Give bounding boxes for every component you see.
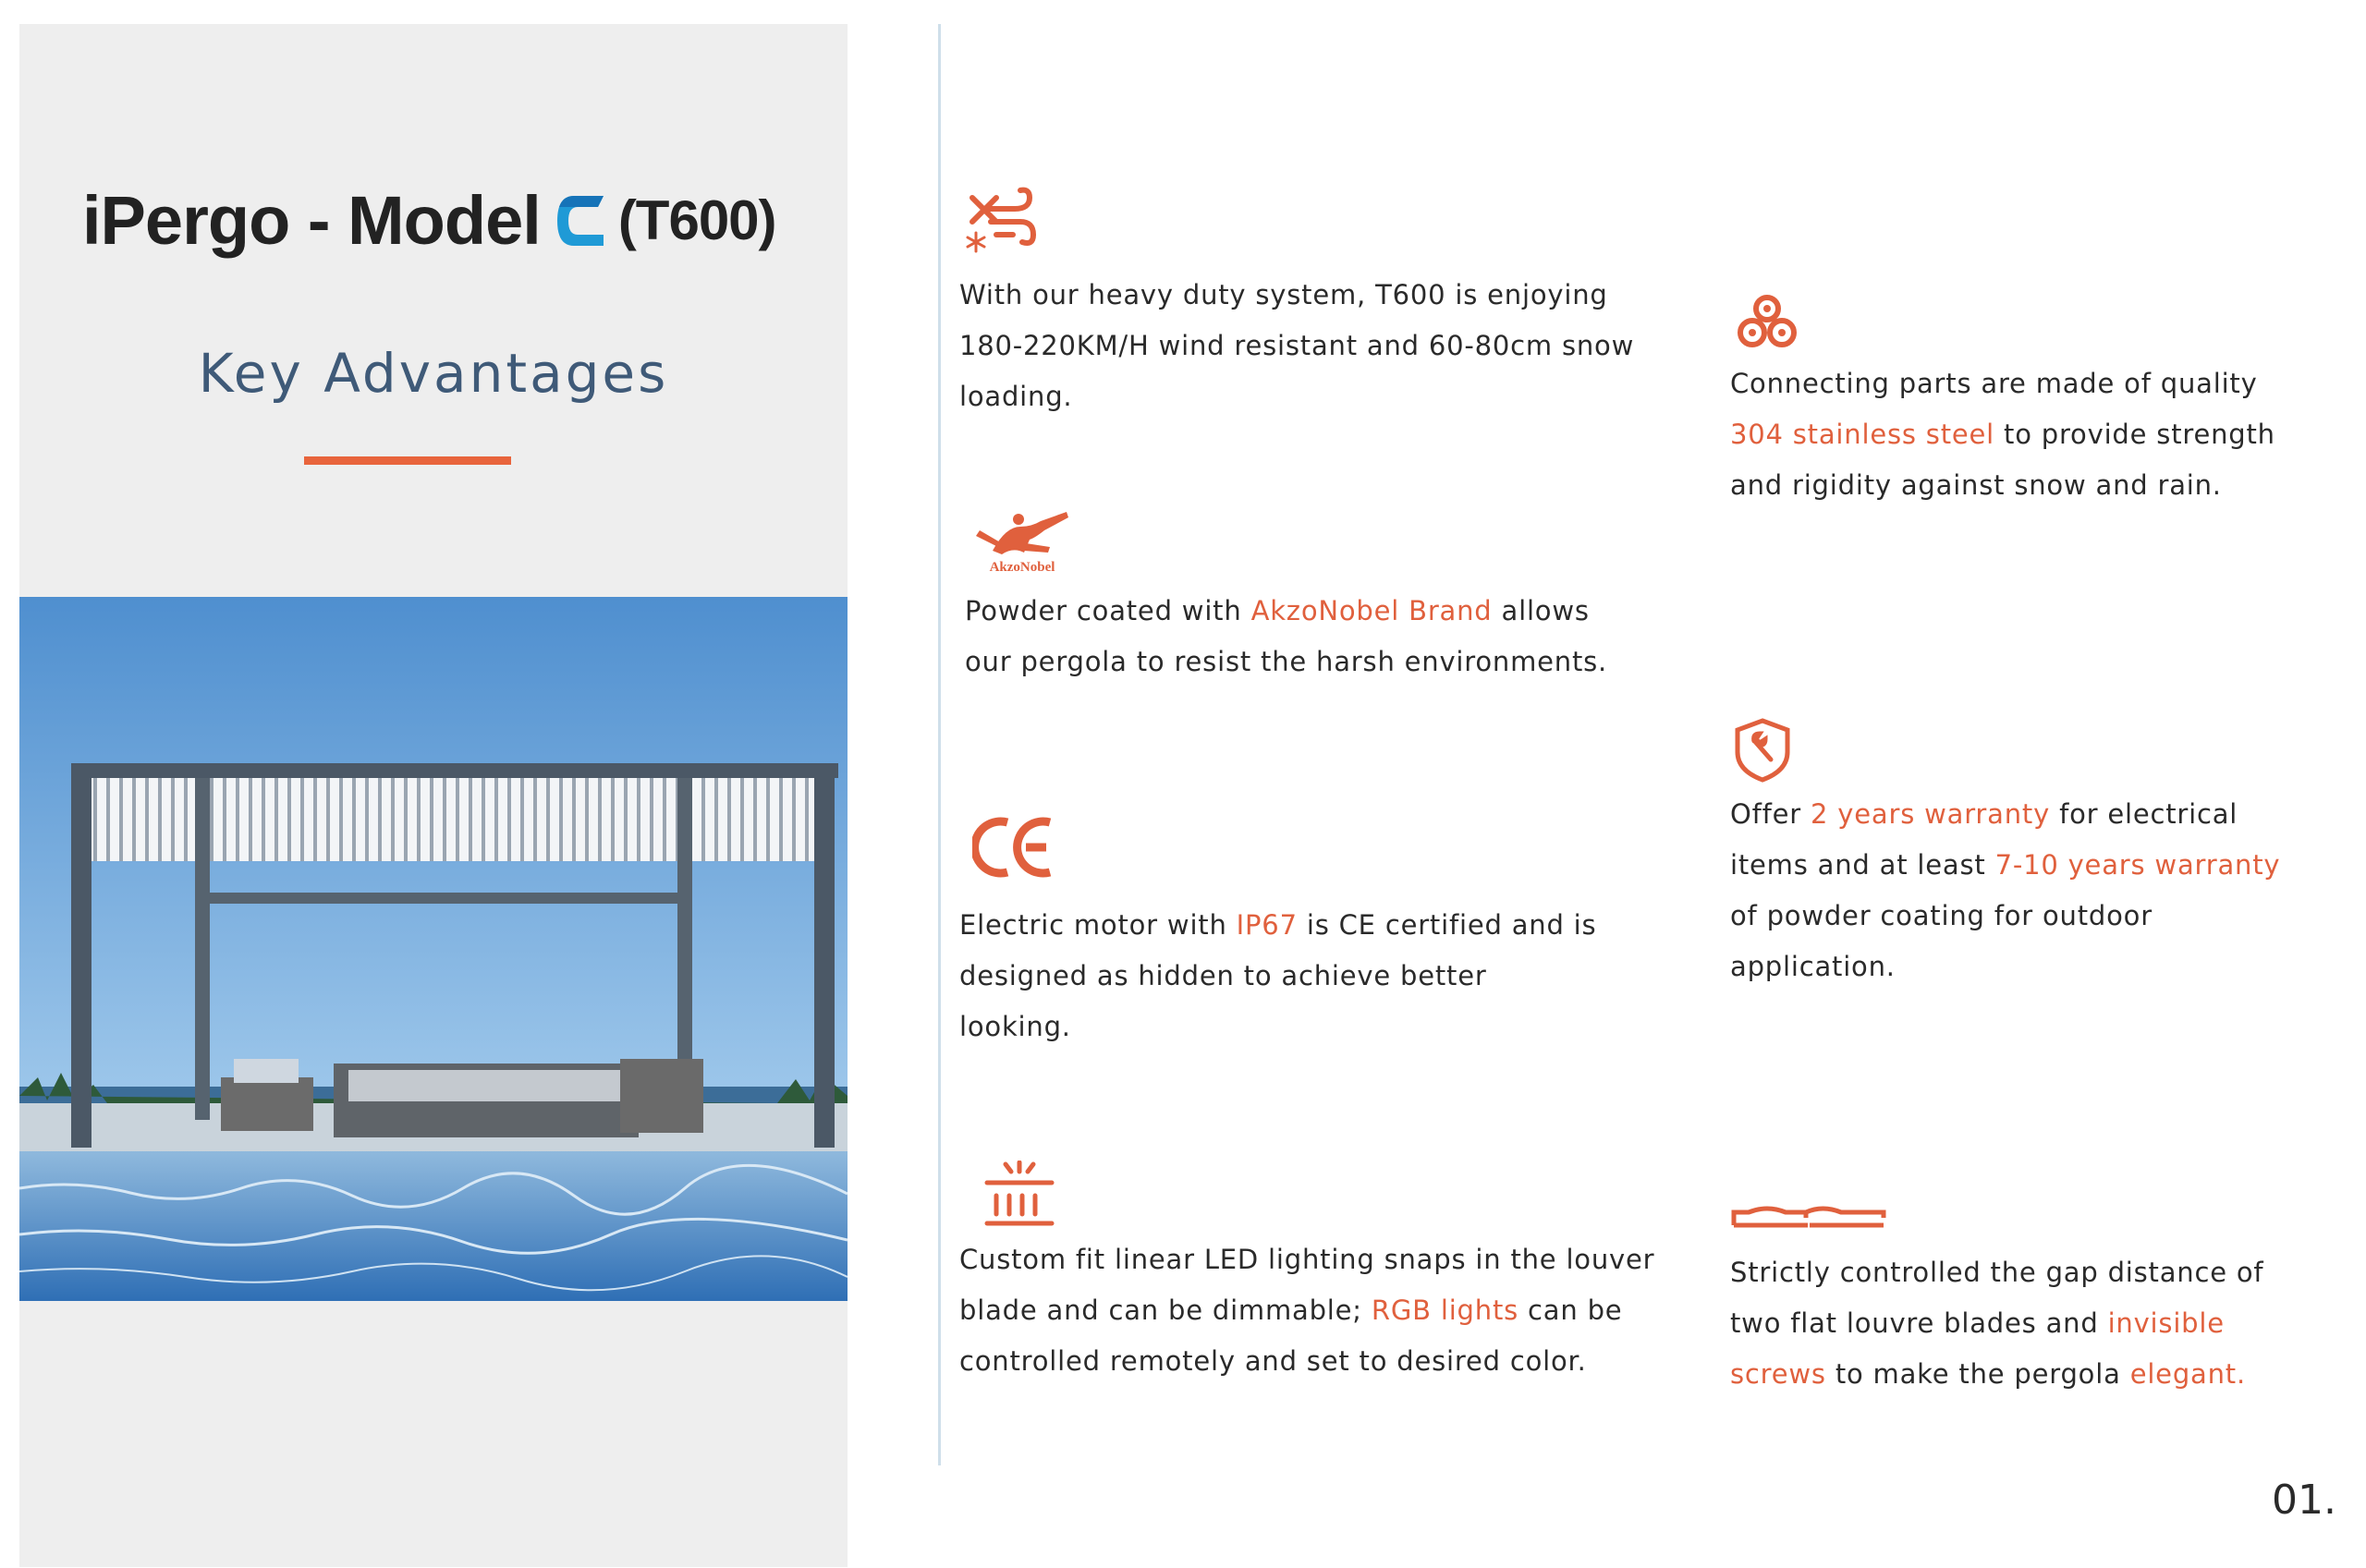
lighting-text-line1: Custom fit linear LED lighting snaps in the louver xyxy=(959,1244,1655,1275)
steel-text-line2-rest: to provide strength xyxy=(1994,419,2275,450)
blades-highlight-3: elegant. xyxy=(2129,1358,2246,1390)
warranty-text-line2 xyxy=(1730,840,2280,891)
wind-text-line2: 180-220KM/H wind resistant and 60-80cm snow xyxy=(959,330,1635,361)
ce-mark-icon xyxy=(972,815,1055,880)
feature-led-lighting xyxy=(959,1161,1654,1387)
lighting-text-line2 xyxy=(959,1285,1654,1336)
steel-highlight: 304 stainless steel xyxy=(1730,419,1995,450)
wind-text-line1: With our heavy duty system, T600 is enjoying xyxy=(959,279,1608,310)
coating-line1-pre: Powder coated with xyxy=(965,595,1251,626)
motor-text-line3: looking. xyxy=(959,1011,1071,1042)
warranty-line1-post: for electrical xyxy=(2050,798,2238,830)
feature-powder-coating xyxy=(965,506,1607,687)
brand-logo-icon xyxy=(554,190,609,251)
pergola-photo xyxy=(19,597,848,1301)
warranty-text-line1 xyxy=(1730,789,2280,840)
blades-line3-mid: to make the pergola xyxy=(1825,1358,2130,1390)
motor-text-line1 xyxy=(959,900,1596,951)
steel-parts-icon xyxy=(1730,294,1804,353)
lighting-highlight: RGB lights xyxy=(1371,1295,1519,1326)
feature-louvre-blades xyxy=(1730,1201,2263,1400)
blades-text-line1: Strictly controlled the gap distance of xyxy=(1730,1257,2264,1288)
lighting-line2-post: can be xyxy=(1518,1295,1623,1326)
feature-stainless-steel xyxy=(1730,294,2275,511)
blades-highlight-1: invisible xyxy=(2107,1307,2225,1339)
steel-text-line1: Connecting parts are made of quality xyxy=(1730,368,2258,399)
akzonobel-logo xyxy=(965,506,1076,577)
subtitle: Key Advantages xyxy=(198,342,669,405)
warranty-highlight-1: 2 years warranty xyxy=(1811,798,2051,830)
wind-text-line3: loading. xyxy=(959,381,1073,412)
louvre-blade-icon xyxy=(1730,1201,1887,1229)
motor-line1-post: is CE certified and is xyxy=(1297,909,1597,941)
coating-text-line2: our pergola to resist the harsh environments. xyxy=(965,646,1608,677)
feature-electric-motor xyxy=(959,815,1597,1052)
left-panel xyxy=(19,24,848,1567)
page-title xyxy=(82,181,803,260)
warranty-text-line3: of powder coating for outdoor xyxy=(1730,900,2153,931)
page-number: 01. xyxy=(2272,1477,2336,1524)
vertical-divider xyxy=(938,24,941,1465)
steel-text-line2 xyxy=(1730,409,2275,460)
wind-snow-icon xyxy=(959,185,1039,255)
blades-line2-pre: two flat louvre blades and xyxy=(1730,1307,2108,1339)
lighting-line2-pre: blade and can be dimmable; xyxy=(959,1295,1372,1326)
title-text: iPergo - Model xyxy=(82,182,541,259)
lighting-text-line3: controlled remotely and set to desired color. xyxy=(959,1345,1587,1377)
coating-line1-post: allows xyxy=(1492,595,1590,626)
motor-highlight: IP67 xyxy=(1236,909,1298,941)
blades-text-line3 xyxy=(1730,1349,2263,1400)
led-light-icon xyxy=(978,1161,1061,1229)
warranty-line2-pre: items and at least xyxy=(1730,849,1995,881)
coating-text-line1 xyxy=(965,586,1607,637)
coating-highlight: AkzoNobel Brand xyxy=(1250,595,1493,626)
shield-wrench-icon xyxy=(1730,717,1795,784)
feature-warranty xyxy=(1730,717,2280,992)
motor-line1-pre: Electric motor with xyxy=(959,909,1237,941)
warranty-text-line4: application. xyxy=(1730,951,1896,982)
motor-text-line2: designed as hidden to achieve better xyxy=(959,960,1487,991)
model-code: (T600) xyxy=(617,189,776,251)
feature-wind-resistance xyxy=(959,185,1634,422)
warranty-line1-pre: Offer xyxy=(1730,798,1811,830)
blades-text-line2 xyxy=(1730,1298,2263,1349)
blades-highlight-2: screws xyxy=(1730,1358,1826,1390)
akzonobel-logo-text: AkzoNobel xyxy=(989,560,1055,575)
steel-text-line3: and rigidity against snow and rain. xyxy=(1730,469,2222,501)
accent-bar xyxy=(304,456,511,465)
warranty-highlight-2: 7-10 years warranty xyxy=(1994,849,2281,881)
